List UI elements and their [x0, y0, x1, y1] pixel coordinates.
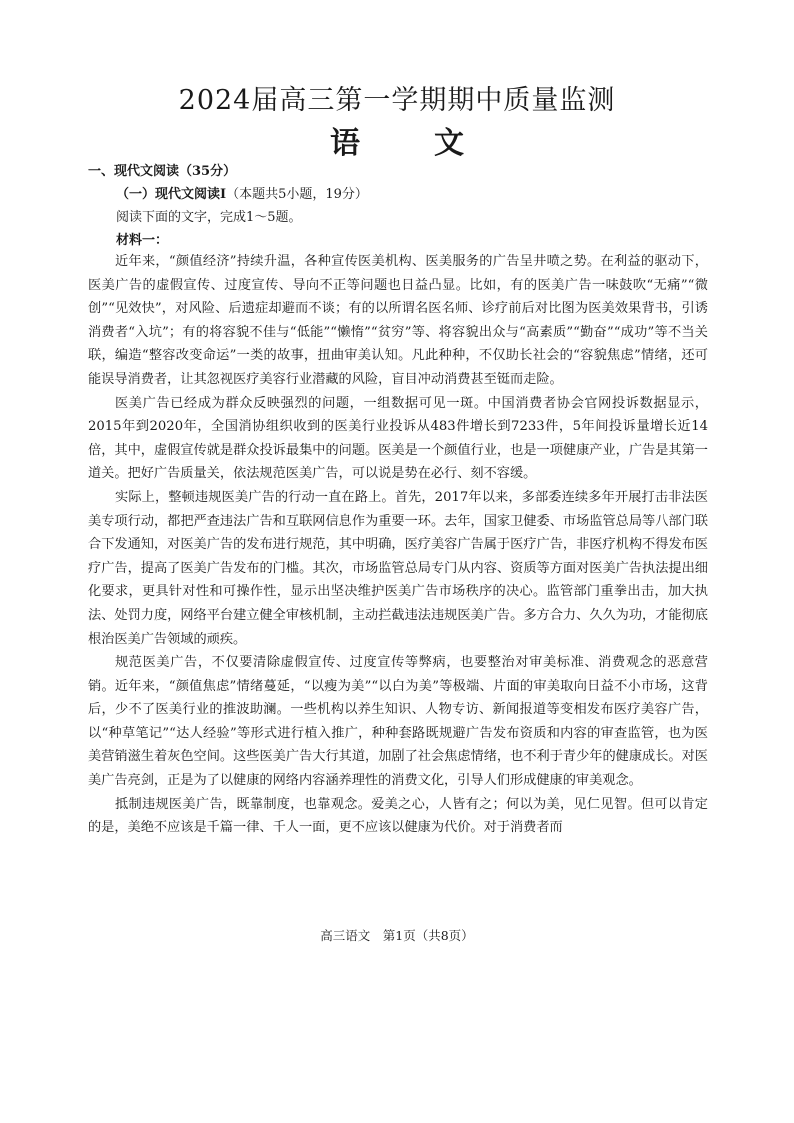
paragraph: 实际上，整顿违规医美广告的行动一直在路上。首先，2017年以来，多部委连续多年开展打击非法医美专项行动，都把严查违法广告和互联网信息作为重要一环。去年，国家卫健委、市场监管总局等八部门联合下发通知，对医美广告的发布进行规范，其中明确，医疗美容广告属于医疗广告，非医疗机构不得发布医疗广告，提高了医美广告发布的门槛。其次，市场监管总局专门从内容、资质等方面对医美广告执法提出细化要求，更具针对性和可操作性，显示出坚决维护医美广告市场秩序的决心。监管部门重拳出击，加大执法、处罚力度，网络平台建立健全审核机制，主动拦截违法违规医美广告。多方合力、久久为功，才能彻底根治医美广告领域的顽疾。 [88, 489, 708, 647]
instruction-text: 阅读下面的文字，完成1～5题。 [116, 210, 302, 225]
passage-body [88, 250, 708, 840]
subject-title: 语 文 [330, 126, 486, 161]
subsection-note: （本题共5小题，19分） [226, 187, 368, 202]
paragraph: 抵制违规医美广告，既靠制度，也靠观念。爱美之心，人皆有之；何以为美，见仁见智。但可以肯定的是，美绝不应该是千篇一律、千人一面，更不应该以健康为代价。对于消费者而 [88, 796, 708, 836]
subsection-heading [116, 183, 368, 202]
paragraph: 规范医美广告，不仅要清除虚假宣传、过度宣传等弊病，也要整治对审美标准、消费观念的恶意营销。近年来，“颜值焦虑”情绪蔓延，“以瘦为美”“以白为美”等极端、片面的审美取向日益不小市场，这背后，少不了医美行业的推波助澜。一些机构以养生知识、人物专访、新闻报道等变相发布医疗美容广告，以“种草笔记”“达人经验”等形式进行植入推广，种种套路既规避广告发布资质和内容的审查监管，也为医美营销滋生着灰色空间。这些医美广告大行其道，加剧了社会焦虑情绪，也不利于青少年的健康成长。对医美广告亮剑，正是为了以健康的网络内容涵养理性的消费文化，引导人们形成健康的审美观念。 [88, 655, 708, 789]
exam-title: 2024届高三第一学期期中质量监测 [178, 85, 616, 116]
section-heading: 一、现代文阅读（35分） [88, 164, 237, 179]
page-footer: 高三语文 第1页（共8页） [320, 928, 474, 943]
subsection-title: （一）现代文阅读Ⅰ [116, 187, 227, 202]
paragraph: 近年来，“颜值经济”持续升温，各种宣传医美机构、医美服务的广告呈井喷之势。在利益的驱动下，医美广告的虚假宣传、过度宣传、导向不正等问题也日益凸显。比如，有的医美广告一味鼓吹“无痛”“微创”“见效快”，对风险、后遗症却避而不谈；有的以所谓名医名师、诊疗前后对比图为医美效果背书，引诱消费者“入坑”；有的将容貌不佳与“低能”“懒惰”“贫穷”等、将容貌出众与“高素质”“勤奋”“成功”等不当关联，编造“整容改变命运”一类的故事，扭曲审美认知。凡此种种，不仅助长社会的“容貌焦虑”情绪，还可能误导消费者，让其忽视医疗美容行业潜藏的风险，盲目冲动消费甚至铤而走险。 [88, 254, 708, 387]
material-label: 材料一： [116, 233, 169, 248]
paragraph: 医美广告已经成为群众反映强烈的问题，一组数据可见一斑。中国消费者协会官网投诉数据显示，2015年到2020年，全国消协组织收到的医美行业投诉从483件增长到7233件，5年间投诉量增长近14倍，其中，虚假宣传就是群众投诉最集中的问题。医美是一个颜值行业，也是一项健康产业，广告是其第一道关。把好广告质量关，依法规范医美广告，可以说是势在必行、刻不容缓。 [88, 395, 708, 482]
